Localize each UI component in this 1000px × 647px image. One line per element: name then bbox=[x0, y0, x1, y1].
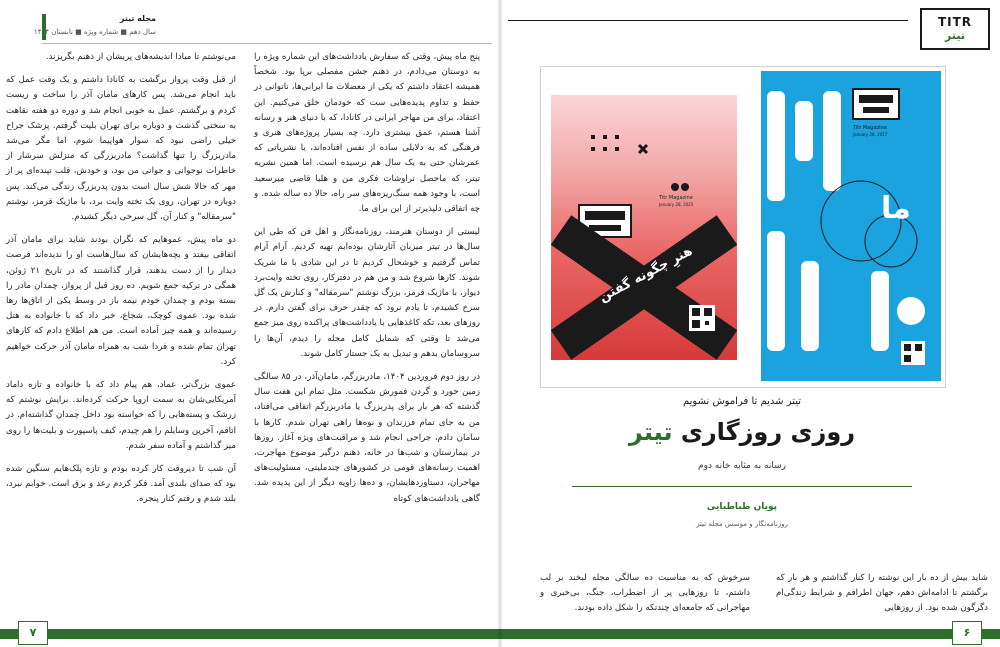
paragraph: لیستی از دوستان هنرمند، روزنامه‌نگار و اهل فن که طی این سال‌ها در تیتر میزبان آثارشان بوده‌ایم تهیه کردیم. آرام آرام تماس گرفتیم و خوشحال کردیم تا در این شادی با ما شریک شوند. کارها شروع شد و من هم در دفترکار، روی تخته وایت‌برد دیوار، با ماژیک قرمز، بزرگ نوشتم "سرمقاله" و کنارش یک گل سرخ کشیدم، تا یادم نرود که چقدر حرف برای گفتن دارم. در روزهای بعد، تکه کاغذهایی با یادداشت‌های پراکنده روی میز جمع می‌شد تا وقتی که شمایل کامل مجله را دیدم، آن‌ها را سروسامان بدهم و تبدیل به یک جستار کامل شوند. bbox=[254, 227, 480, 359]
poster-red-overlay-text: هنرِ چگونه گفتن bbox=[596, 243, 696, 306]
paragraph: از قبل وقت پرواز برگشت به کانادا داشتم و یک وقت عمل که باید انجام می‌شد. پس کارهای مامان آذر را ساخت و ریست کردم و برگشتم. عمل به خوبی انجام شد و دوره دو هفته نقاهت به سختی گذشت و دوباره برای تهران بلیت گرفتم. پزشک جراح خیلی راضی نبود که سوار هواپیما شوم، اما مگر می‌شد مادربزرگ را تنها گذاشت؟ مادربزرگی که منزلش سرشار از خاطرات نوجوانی و جوانی من بود، و خودش، قلب تپنده‌ای پر از مهر که حالا شش سال است بدون پدربزرگ زندگی می‌کند. پس دوباره در تهران، روی یک تخته وایت برد، با ماژیک قرمز، نوشتم "سرمقاله" و کنار آن، گل سرخی دیگر کشیدم. bbox=[6, 75, 236, 223]
poster-blue-meta: Titr Magazine bbox=[853, 125, 887, 131]
header-accent-strip bbox=[42, 14, 46, 40]
poster-red-meta: Titr Magazine bbox=[659, 195, 693, 201]
header-rule bbox=[42, 43, 492, 44]
author-role: روزنامه‌نگار و موسس مجله تیتر bbox=[696, 520, 788, 528]
article-subtitle: رسانه به مثابه خانه دوم bbox=[698, 461, 786, 471]
poster-blue bbox=[761, 71, 941, 381]
logo-latin: TITR bbox=[937, 15, 973, 29]
text-column-1 bbox=[254, 50, 480, 507]
footer-bar bbox=[0, 629, 500, 639]
text-column-2 bbox=[6, 50, 236, 508]
page-number: ۷ bbox=[18, 621, 48, 645]
paragraph: دو ماه پیش، عموهایم که نگران بودند شاید برای مامان آذر اتفاقی بیفتد و بچه‌هایشان که سال‌هاست او را ندیده‌اند فرصت دیدار را از دست بدهند، قرار گذاشتند که در تاریخ ۲۱ ژوئن، همگی در ترکیه جمع شویم. ده روز قبل از پرواز، چمدان مادر را بسته بودم و چمدان خودم نیمه باز در وسط یکی از اتاق‌ها رها شده بود. عموی کوچک، شجاع، خبر داد که با خانواده به هتل رسیده‌اند و همه چیز آماده است. من هم اطلاع دادم که کارهای تهران تمام شده و فردا شب به همراه مامان آذر حرکت خواهیم کرد. bbox=[6, 235, 236, 367]
paragraph: آن شب تا دیروقت کار کرده بودم و تازه پلک‌هایم سنگین شده بود که صدای بلندی آمد. فکر کردم رعد و برق است. خوابم نبرد، بلند شدم و رفتم کنار پنجره. bbox=[6, 464, 236, 505]
spread-gutter bbox=[497, 0, 503, 647]
headline-main: روزی روزگاری bbox=[672, 418, 856, 446]
poster-blue-headline: ما bbox=[881, 191, 911, 226]
paragraph: در روز دوم فروردین ۱۴۰۴، مادربزرگم، مامان‌آذر، در ۸۵ سالگی زمین خورد و گردن فمورش شکست. مثل تمام این هفت سال گذشته که هر بار برای پدربزرگ یا مادربزرگم اتفاقی می‌افتاد، من به جای تمام فرزندان و نوه‌ها راهی تهران شدم. کارها با سامان دادم، جراحی انجام شد و مراقبت‌های ویژه آغاز. روزها در بیمارستان و شب‌ها در خانه، ذهنم درگیر موضوع مهاجرت، اهمیت رسانه‌های قومی در کشورهای چندملیتی، مسئولیت‌های مهاجران، دستاوردهایشان، و ده‌ها زاویه دیگر از این پدیده شد. گاهی یادداشت‌های کوتاه bbox=[254, 372, 481, 504]
article-headline bbox=[544, 418, 940, 446]
header-rule bbox=[508, 20, 908, 21]
page-number: ۶ bbox=[952, 621, 982, 645]
poster-blue-art bbox=[761, 71, 941, 381]
issue-meta: سال دهم ■ شماره ویژه ■ تابستان ۱۴۰۴ bbox=[33, 28, 156, 36]
poster-image-frame bbox=[540, 66, 946, 388]
magazine-name: مجله تیتر bbox=[119, 14, 156, 23]
poster-blue-meta-small: January 28, 2017 bbox=[853, 132, 888, 137]
titr-logo bbox=[920, 8, 990, 50]
body-column-1: شاید بیش از ده بار این نوشته را کنار گذاشتم و هر بار که برگشتم تا ادامه‌اش دهم، جهان اطرافم و شرایط زندگی‌ام دگرگون شده بود. از روزهایی bbox=[776, 573, 988, 614]
headline-accent: تیتر bbox=[628, 418, 673, 446]
logo-persian: تیتر bbox=[945, 29, 965, 42]
paragraph: می‌نوشتم تا مبادا اندیشه‌های پریشان از ذهنم بگریزند. bbox=[45, 52, 236, 62]
author-name: پویان طباطبایی bbox=[706, 502, 778, 512]
paragraph: عموی بزرگ‌تر، عماد، هم پیام داد که با خانواده و تازه داماد آمریکایی‌شان به سمت اروپا حرکت کرده‌اند. برایش نوشتم که زرشک و پسته‌هایی را که خواسته بود داخل چمدان گذاشته‌ام. در اتاقم، آخرین وسایلم را هم چیدم، کیف پاسپورت و بلیت‌ها را روی میز گذاشتم و آماده سفر شدم. bbox=[6, 380, 236, 451]
byline-divider bbox=[572, 486, 912, 487]
paragraph: پنج ماه پیش، وقتی که سفارش یادداشت‌های این شماره ویژه را به دوستان می‌دادم، در ذهنم جشن مفصلی برپا بود. شخصاً همیشه اعتقاد داشتم که یکی از معضلات ما ایرانی‌ها، ناتوانی در حفظ و تداوم پدیده‌هایی ست که خودمان خلق می‌کنیم. این اعتقاد، برای من مهاجر ایرانی در کانادا، که با دنیای هنر و رسانه آشنا هستم، عمق بیشتری دارد. چه بسیار پروژه‌های هنری و فرهنگی که به دلایلی ساده از نفس افتاده‌اند، یا نشریاتی که عمرشان حتی به یک سال هم نرسیده است. اما همین نشریه تیتر، که ماحصل تراوشات فکری من و هلیا قاضی میرسعید است، با وجود همه سنگ‌ریزه‌های سر راه، حالا ده ساله شده. و چه اتفاقی دلپذیرتر از این برای ما. bbox=[254, 52, 480, 215]
poster-red-art bbox=[551, 95, 737, 360]
right-page bbox=[500, 0, 1000, 647]
body-column-2: سرخوش که به مناسبت ده سالگی مجله لبخند بر لب داشتم، تا روزهایی پر از اضطراب، جنگ، بی‌خبری و مهاجرانی که جامعه‌ای چندتکه را شکل داده بودند. bbox=[540, 573, 750, 614]
footer-bar bbox=[500, 629, 1000, 639]
article-kicker: تیتر شدیم تا فراموش نشویم bbox=[682, 396, 802, 407]
poster-red bbox=[551, 95, 737, 360]
poster-red-meta-small: January 28, 2025 bbox=[659, 202, 694, 207]
